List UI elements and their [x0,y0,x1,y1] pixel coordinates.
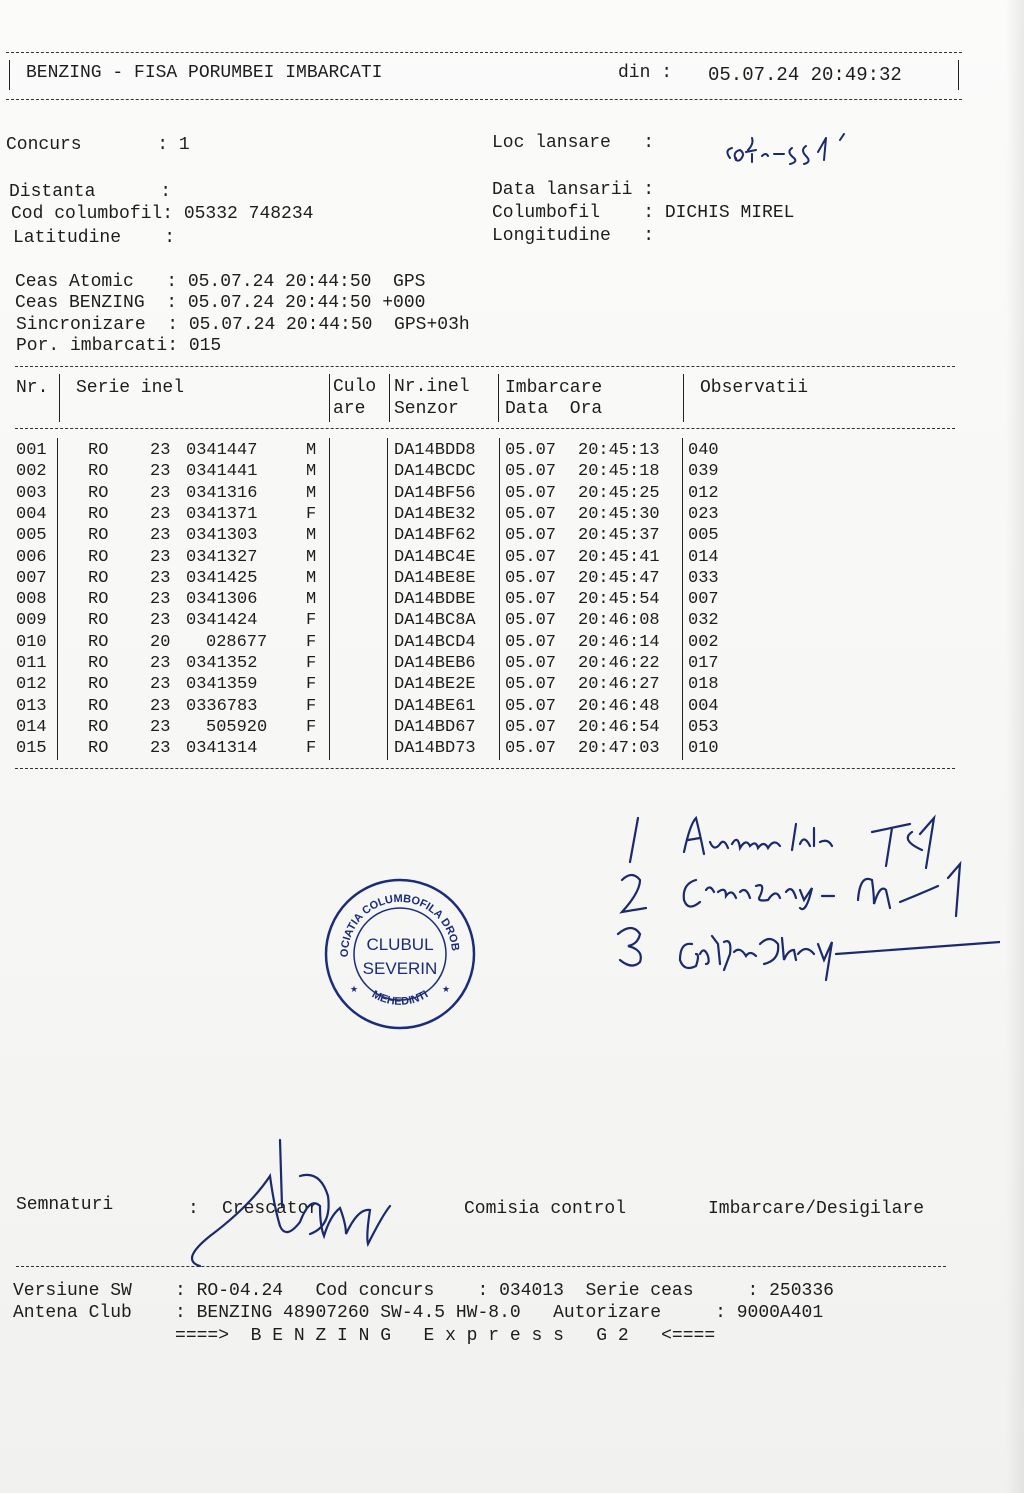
cell-obs: 012 [688,483,719,503]
cell-obs: 040 [688,441,719,460]
handwritten-commission-list [600,804,1000,1014]
table-bottom-rule [15,768,955,769]
cell-sensor: DA14BCD4 [394,632,476,652]
table-row [0,525,960,546]
col-sep-nr [59,374,60,422]
cell-year: 23 [150,611,171,631]
footer-version-line: Versiune SW : RO-04.24 Cod concurs : 034013 Serie ceas : 250336 [13,1281,834,1301]
cell-ring: 0341352 [186,654,258,673]
data-lansarii-field: Data lansarii : [492,180,655,200]
col-header-nrinel: Nr.inel [394,377,470,397]
cell-year: 23 [150,547,171,567]
cell-ring: 0341303 [186,526,258,546]
cell-time: 20:46:48 [578,696,660,716]
cell-year: 23 [150,526,171,546]
document-title: BENZING - FISA PORUMBEI IMBARCATI [26,63,383,83]
cell-ring: 0341306 [186,590,258,610]
cell-ring: 0341371 [186,504,258,524]
svg-text:★: ★ [442,985,451,995]
cell-sex: F [306,717,317,737]
col-header-are: are [333,399,366,419]
footer-top-rule [16,1266,946,1267]
cell-sensor: DA14BCDC [394,462,476,482]
loc-lansare-handwritten [722,128,882,178]
signatures-colon: : [188,1199,199,1219]
cell-year: 23 [150,462,171,482]
col-sep-senzor [498,374,499,422]
cell-sex: M [306,547,317,567]
cell-ring: 0341327 [186,547,258,567]
cell-obs: 023 [688,504,719,524]
table-row [0,653,960,674]
cell-sex: F [306,675,317,695]
cell-time: 20:46:54 [578,717,660,737]
cell-country: RO [88,717,109,737]
header-left-border [9,60,10,90]
distanta-field: Distanta : [9,182,172,202]
cell-sensor: DA14BE61 [394,696,476,716]
cell-sensor: DA14BD73 [394,739,476,759]
cell-sensor: DA14BC4E [394,547,476,567]
cell-year: 23 [150,483,171,503]
cell-nr: 007 [16,568,47,588]
cell-time: 20:46:08 [578,611,660,631]
cell-ring: 0341424 [186,611,258,631]
cell-country: RO [88,739,109,759]
cell-country: RO [88,654,109,673]
cell-date: 05.07 [505,568,557,588]
cell-date: 05.07 [505,632,557,652]
loc-lansare-field: Loc lansare : [492,133,655,153]
header-top-rule [6,52,962,53]
cell-country: RO [88,504,109,524]
cell-sensor: DA14BDBE [394,590,476,610]
cell-year: 23 [150,441,171,460]
cell-nr: 005 [16,526,47,546]
cell-obs: 039 [688,462,719,482]
cell-year: 23 [150,739,171,759]
concurs-field: Concurs : 1 [6,135,190,155]
cell-ring: 0341359 [186,675,258,695]
cell-country: RO [88,462,109,482]
cell-ring: 028677 [206,632,268,652]
cell-nr: 004 [16,504,47,524]
cell-country: RO [88,590,109,610]
cell-time: 20:45:13 [578,441,660,460]
cell-date: 05.07 [505,696,557,716]
cell-sensor: DA14BE32 [394,504,476,524]
cell-date: 05.07 [505,654,557,673]
cell-ring: 0336783 [186,696,258,716]
cell-country: RO [88,611,109,631]
latitudine-field: Latitudine : [13,228,176,248]
cell-year: 23 [150,717,171,737]
cell-nr: 014 [16,717,47,737]
cell-ring: 0341316 [186,483,258,503]
table-row [0,589,960,610]
cell-country: RO [88,526,109,546]
cell-time: 20:46:14 [578,632,660,652]
cell-ring: 505920 [206,717,268,737]
cell-country: RO [88,441,109,460]
cell-sex: F [306,611,317,631]
cell-time: 20:46:27 [578,675,660,695]
din-label: din : [618,63,673,83]
cell-obs: 014 [688,547,719,567]
cell-obs: 032 [688,611,719,631]
cell-sensor: DA14BE8E [394,568,476,588]
cell-date: 05.07 [505,441,557,460]
crescator-signature [170,1136,410,1276]
cell-sensor: DA14BC8A [394,611,476,631]
cell-nr: 006 [16,547,47,567]
cell-year: 23 [150,696,171,716]
cell-date: 05.07 [505,462,557,482]
cell-sex: F [306,739,317,759]
cell-sensor: DA14BE2E [394,675,476,695]
col-header-data-ora: Data Ora [505,399,603,419]
cell-sex: F [306,654,317,673]
cell-sex: M [306,568,317,588]
cell-obs: 010 [688,739,719,759]
col-sep-serie [329,374,330,422]
table-row [0,504,960,525]
cell-obs: 002 [688,632,719,652]
cell-nr: 001 [16,441,47,460]
stamp-line2: SEVERIN [362,959,438,978]
cell-nr: 015 [16,739,47,759]
cell-date: 05.07 [505,675,557,695]
cell-date: 05.07 [505,739,557,759]
longitudine-field: Longitudine : [492,226,655,246]
table-row [0,547,960,568]
cell-sex: F [306,504,317,524]
table-row [0,440,960,461]
cell-country: RO [88,483,109,503]
cell-country: RO [88,675,109,695]
cell-sensor: DA14BF56 [394,483,476,503]
cell-sensor: DA14BD67 [394,717,476,737]
cell-time: 20:45:54 [578,590,660,610]
table-row [0,610,960,631]
col-header-senzor: Senzor [394,399,459,419]
table-row [0,632,960,653]
col-sep-imbarcare [683,374,684,422]
cell-sensor: DA14BEB6 [394,654,476,673]
ceas-benzing-line: Ceas BENZING : 05.07.24 20:44:50 +000 [15,293,426,313]
cell-obs: 005 [688,526,719,546]
cell-sex: M [306,483,317,503]
cell-sex: F [306,696,317,716]
cell-date: 05.07 [505,717,557,737]
cell-country: RO [88,568,109,588]
cell-year: 23 [150,568,171,588]
columbofil-field: Columbofil : DICHIS MIREL [492,203,795,223]
cell-country: RO [88,547,109,567]
stamp-line1: CLUBUL [366,935,434,954]
table-row [0,717,960,738]
cell-obs: 053 [688,717,719,737]
imbarcare-desigilare-label: Imbarcare/Desigilare [708,1199,925,1219]
cell-time: 20:45:25 [578,483,660,503]
cod-columbofil-field: Cod columbofil: 05332 748234 [11,204,314,224]
club-stamp [320,874,480,1034]
por-imbarcati-line: Por. imbarcati: 015 [16,336,222,356]
cell-ring: 0341447 [186,441,258,460]
col-sep-culo [389,374,390,422]
cell-sensor: DA14BDD8 [394,441,476,460]
cell-nr: 010 [16,632,47,652]
cell-year: 23 [150,675,171,695]
cell-year: 23 [150,504,171,524]
col-header-nr: Nr. [16,378,49,398]
comisia-label: Comisia control [464,1199,627,1219]
cell-date: 05.07 [505,611,557,631]
col-header-culo: Culo [333,377,377,397]
stamp-top-text: OCIATIA COLUMBOFILA DROB [338,892,462,958]
cell-time: 20:45:18 [578,462,660,482]
cell-time: 20:46:22 [578,654,660,673]
ceas-atomic-line: Ceas Atomic : 05.07.24 20:44:50 GPS [15,272,426,292]
cell-obs: 033 [688,568,719,588]
cell-year: 23 [150,590,171,610]
cell-year: 20 [150,632,171,652]
header-right-border [958,60,959,90]
cell-country: RO [88,696,109,716]
col-header-serie: Serie inel [76,378,185,398]
cell-ring: 0341425 [186,568,258,588]
cell-obs: 004 [688,696,719,716]
cell-time: 20:45:37 [578,526,660,546]
cell-date: 05.07 [505,504,557,524]
footer-antena-line: Antena Club : BENZING 48907260 SW-4.5 HW-8.0 Autorizare : 9000A401 [13,1303,824,1323]
col-header-imbarcare: Imbarcare [505,378,603,398]
cell-time: 20:45:47 [578,568,660,588]
cell-date: 05.07 [505,590,557,610]
cell-year: 23 [150,654,171,673]
cell-nr: 008 [16,590,47,610]
cell-sensor: DA14BF62 [394,526,476,546]
table-row [0,461,960,482]
cell-nr: 013 [16,696,47,716]
cell-ring: 0341314 [186,739,258,759]
table-row [0,696,960,717]
table-top-rule [15,366,955,367]
cell-obs: 017 [688,654,719,673]
cell-country: RO [88,632,109,652]
cell-nr: 012 [16,675,47,695]
cell-sex: M [306,526,317,546]
table-row [0,568,960,589]
cell-sex: M [306,590,317,610]
cell-date: 05.07 [505,547,557,567]
col-header-observatii: Observatii [700,378,809,398]
cell-date: 05.07 [505,483,557,503]
sincronizare-line: Sincronizare : 05.07.24 20:44:50 GPS+03h [16,315,470,335]
table-row [0,483,960,504]
cell-date: 05.07 [505,526,557,546]
cell-ring: 0341441 [186,462,258,482]
svg-text:MEHEDINTI [370,988,431,1007]
cell-obs: 018 [688,675,719,695]
cell-nr: 009 [16,611,47,631]
footer-brand-line: ====> B E N Z I N G E x p r e s s G 2 <==== [13,1326,716,1346]
cell-sex: F [306,632,317,652]
cell-nr: 002 [16,462,47,482]
crescator-label: Crescator [222,1199,320,1219]
cell-sex: M [306,462,317,482]
cell-time: 20:47:03 [578,739,660,759]
cell-sex: M [306,441,317,460]
stamp-bottom-text: MEHEDINTI [369,988,431,1008]
cell-nr: 011 [16,654,47,673]
table-header-rule [15,428,955,429]
svg-text:★: ★ [350,985,359,995]
signatures-label: Semnaturi [16,1195,114,1215]
cell-nr: 003 [16,483,47,503]
table-row [0,738,960,759]
header-bottom-rule [6,99,962,100]
table-row [0,674,960,695]
cell-time: 20:45:41 [578,547,660,567]
cell-obs: 007 [688,590,719,610]
din-datetime: 05.07.24 20:49:32 [708,64,902,86]
cell-time: 20:45:30 [578,504,660,524]
